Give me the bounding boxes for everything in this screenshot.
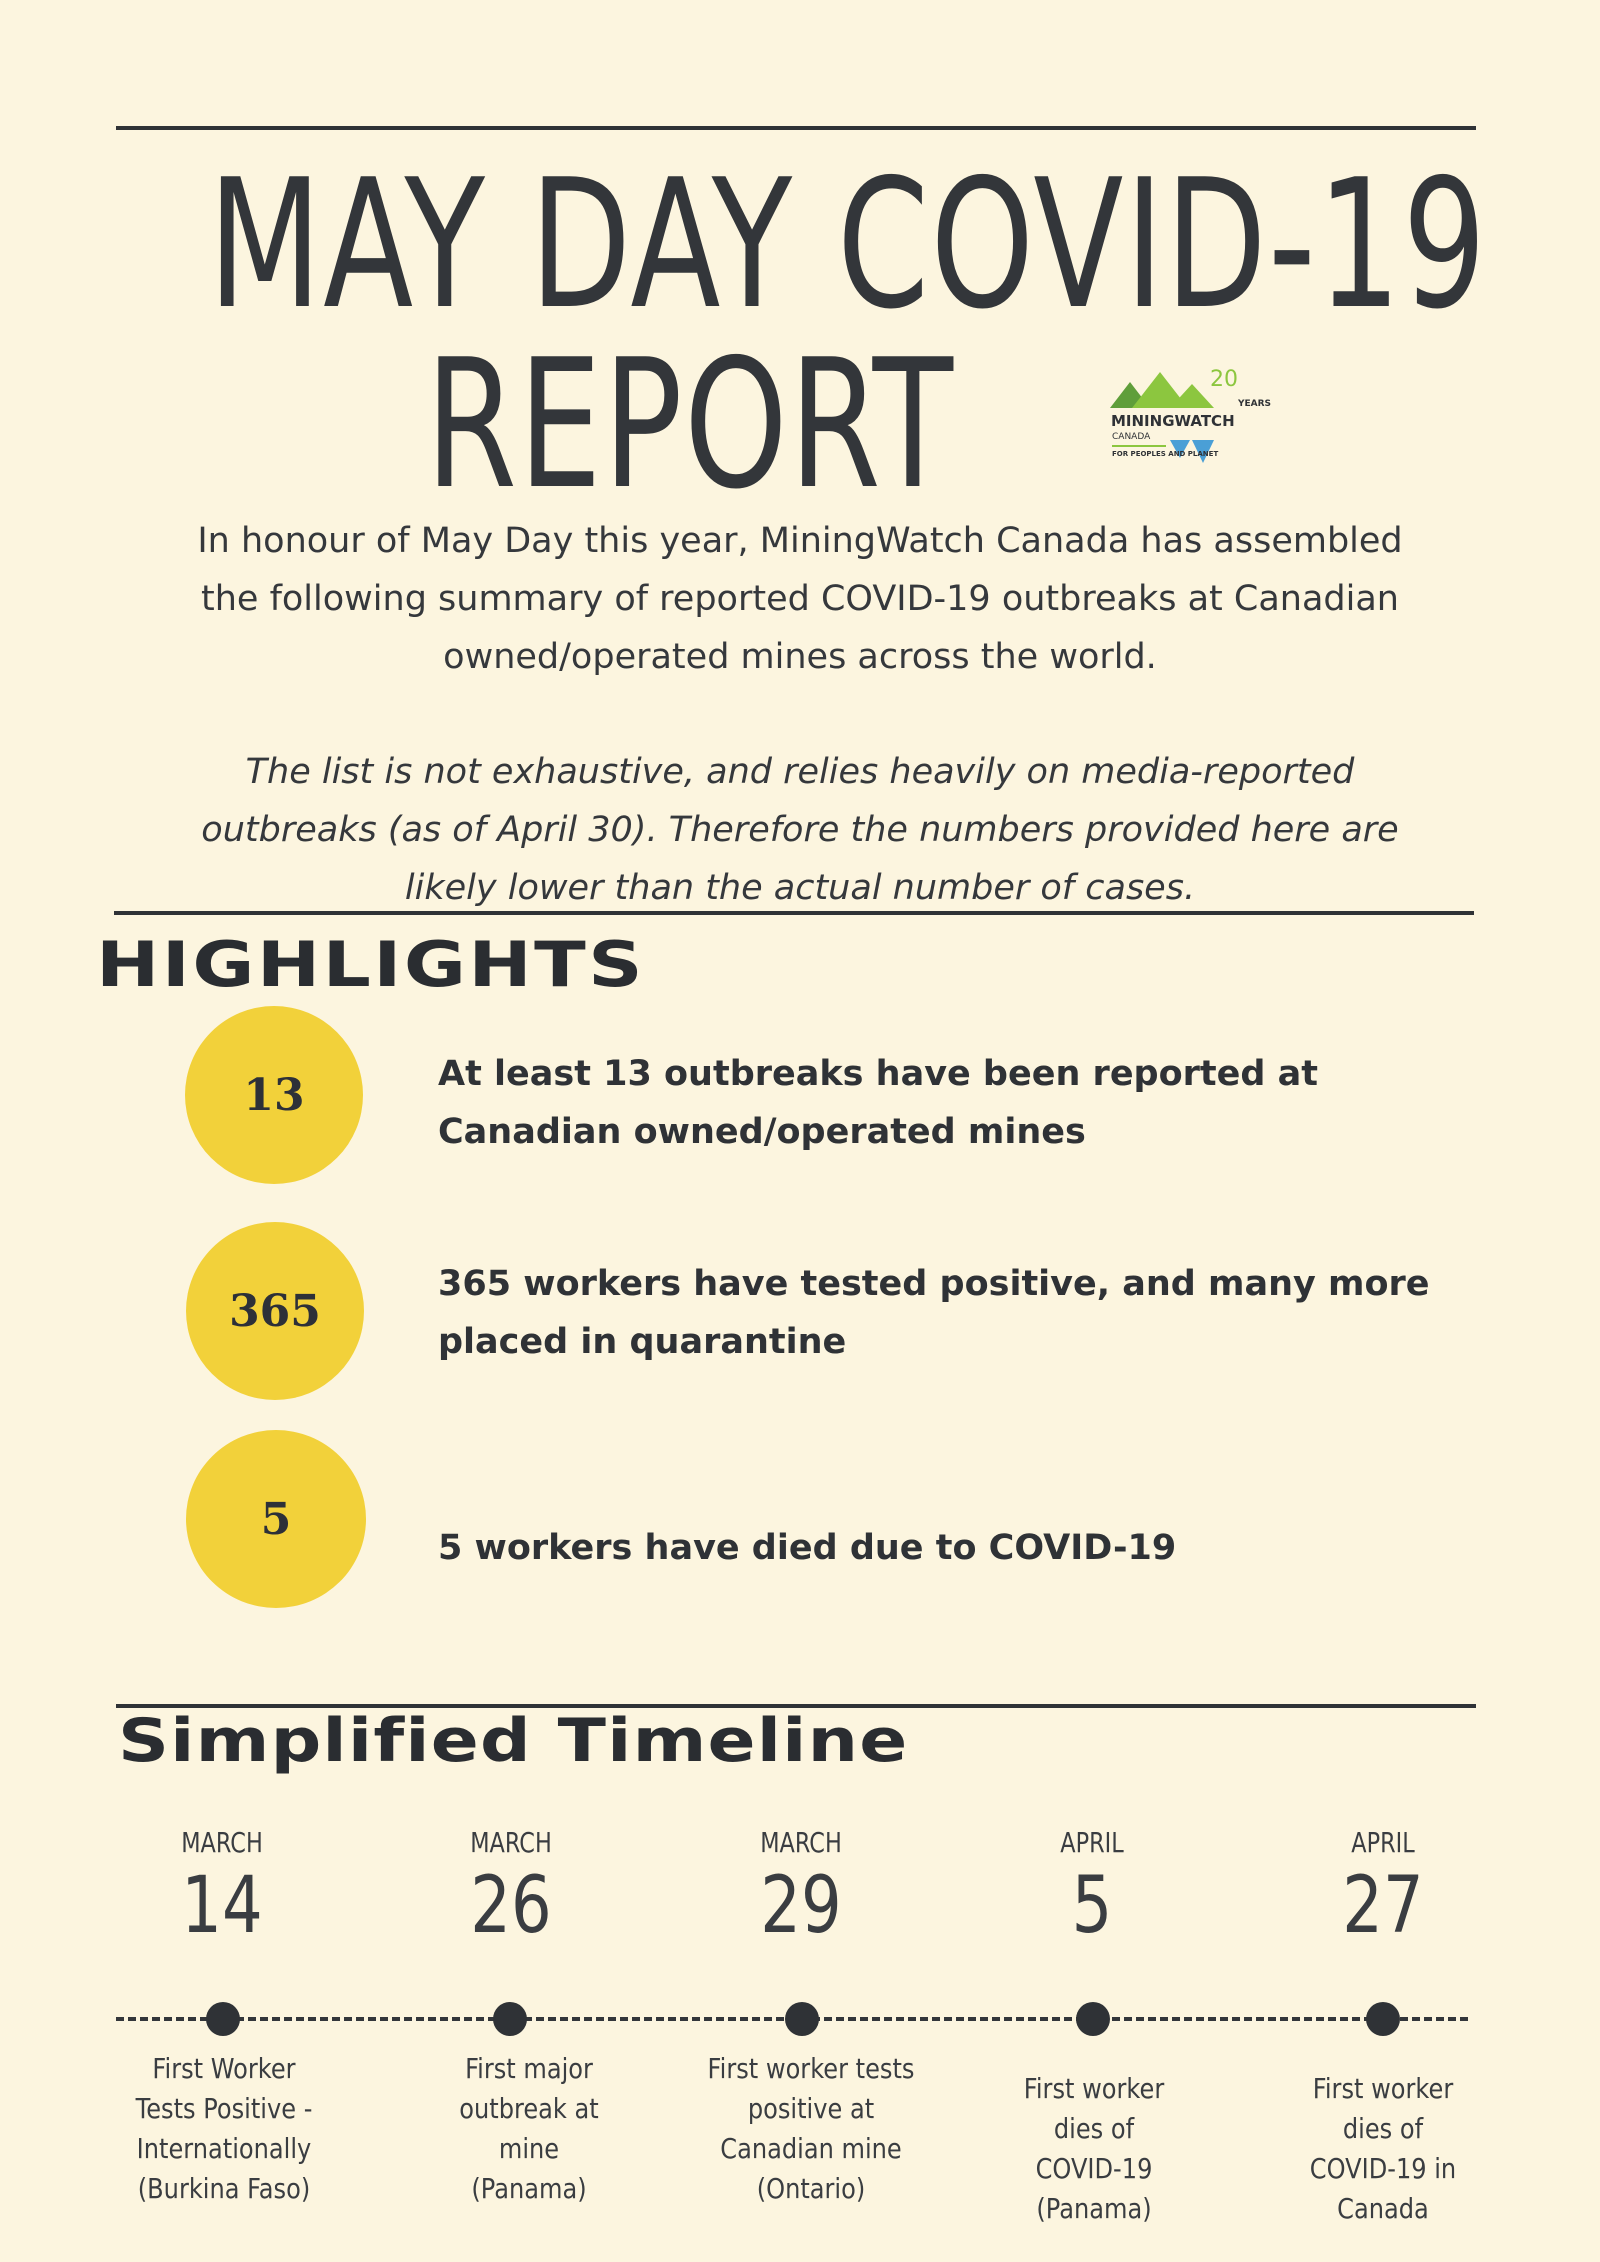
highlight-text: At least 13 outbreaks have been reported at Canadian owned/operated mines [438, 1054, 1318, 1152]
timeline-month: MARCH [470, 1826, 552, 1859]
logo-brand: MININGWATCH [1111, 412, 1235, 430]
timeline-description: First Worker Tests Positive - Internationally (Burkina Faso) [135, 2052, 313, 2205]
intro-paragraph: In honour of May Day this year, MiningWatch Canada has assembled the following summary of reported COVID-19 outbreaks at Canadian owned/operated mines across the world. [197, 521, 1403, 677]
timeline-description: First major outbreak at mine (Panama) [459, 2052, 599, 2205]
timeline-day: 26 [470, 1861, 552, 1951]
highlight-text: 5 workers have died due to COVID-19 [438, 1528, 1177, 1568]
timeline-description: First worker dies of COVID-19 in Canada [1309, 2072, 1457, 2225]
timeline-date [1283, 1826, 1483, 1951]
highlights-divider [114, 911, 1474, 915]
timeline-dot [785, 2002, 819, 2036]
logo-country: CANADA [1112, 432, 1151, 442]
timeline-date [411, 1826, 611, 1951]
timeline-day: 14 [181, 1861, 263, 1951]
timeline-dot [1076, 2002, 1110, 2036]
timeline-date [122, 1826, 322, 1951]
highlight-number-badge: 13 [185, 1006, 363, 1184]
timeline-description: First worker dies of COVID-19 (Panama) [1023, 2072, 1165, 2225]
timeline-date [701, 1826, 901, 1951]
timeline-day: 5 [1071, 1861, 1113, 1951]
highlights-heading: HIGHLIGHTS [96, 928, 646, 1001]
timeline-dot [493, 2002, 527, 2036]
timeline-month: APRIL [1351, 1826, 1415, 1859]
highlight-number-badge: 365 [186, 1222, 364, 1400]
timeline-heading: Simplified Timeline [118, 1706, 909, 1776]
logo-anniversary-number: 20 [1210, 367, 1238, 392]
miningwatch-logo [1110, 360, 1280, 485]
timeline-date [992, 1826, 1192, 1951]
highlight-number-badge: 5 [186, 1430, 366, 1608]
timeline-dot [1366, 2002, 1400, 2036]
timeline-month: APRIL [1060, 1826, 1124, 1859]
intro-disclaimer: The list is not exhaustive, and relies heavily on media-reported outbreaks (as of April 30). Therefore the numbers provided here are likely lower than the actual number of cases. [201, 752, 1399, 908]
logo-anniversary-label: YEARS [1238, 399, 1272, 409]
timeline-day: 27 [1342, 1861, 1424, 1951]
highlight-text: 365 workers have tested positive, and many more placed in quarantine [438, 1264, 1430, 1362]
timeline-month: MARCH [181, 1826, 263, 1859]
timeline-month: MARCH [760, 1826, 842, 1859]
page-title-line2: REPORT [425, 321, 955, 528]
timeline-day: 29 [760, 1861, 842, 1951]
top-divider [116, 126, 1476, 130]
timeline-description: First worker tests positive at Canadian mine (Ontario) [707, 2052, 915, 2205]
timeline-dot [206, 2002, 240, 2036]
page-title-line1: MAY DAY COVID-19 [208, 141, 1488, 348]
logo-tagline: FOR PEOPLES AND PLANET [1112, 450, 1219, 458]
